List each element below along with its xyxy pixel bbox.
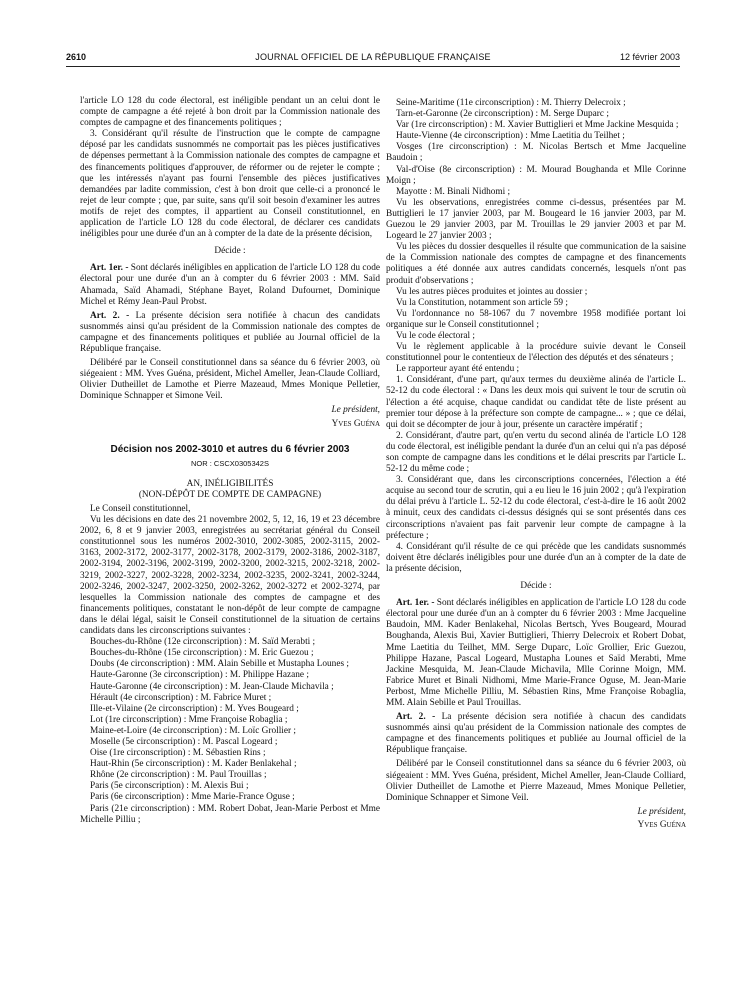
list-item: Paris (21e circonscription) : MM. Robert Dobat, Jean-Marie Perbost et Mme Michelle Pilliu ; [80,803,380,825]
circonscription-list [80,637,380,826]
paragraph: Vu les pièces du dossier desquelles il résulte que communication de la saisine de la Commission nationale des comptes de campagne et des financements politiques a été donnée aux autres candidats concernés, lesquels n'ont pas produit d'observations ; [386,242,686,286]
paragraph: Le rapporteur ayant été entendu ; [396,364,520,375]
article-1 [80,263,380,307]
decide-heading: Décide : [520,581,552,592]
decide-heading: Décide : [214,246,246,257]
list-item: Doubs (4e circonscription) : MM. Alain Sebille et Mustapha Lounes ; [90,659,349,670]
decision-title: Décision nos 2002-3010 et autres du 6 février 2003 [110,443,350,455]
list-item: Var (1re circonscription) : M. Xavier Buttiglieri et Mme Jackine Mesquida ; [396,120,679,131]
paragraph: Vu la Constitution, notamment son article 59 ; [396,297,568,308]
list-item: Maine-et-Loire (4e circonscription) : M. Loïc Grollier ; [90,725,297,736]
signature: Yves Guéna [637,819,686,830]
deliberation: Délibéré par le Conseil constitutionnel dans sa séance du 6 février 2003, où siégeaient : MM. Yves Guéna, président, Michel Ameller, Jean-Claude Colliard, Olivier Dutheillet de Lamothe et Pierre Mazeaud, Mmes Monique Pelletier, Dominique Schnapper et Simone Veil. [386,759,686,803]
signature: Yves Guéna [331,418,380,429]
list-item: Rhône (2e circonscription) : M. Paul Trouillas ; [90,770,267,781]
list-item: Paris (5e circonscription) : M. Alexis Bui ; [90,781,249,792]
issue-date: 12 février 2003 [619,52,680,62]
paragraph: Le Conseil constitutionnel, [90,504,191,514]
list-item: Ille-et-Vilaine (2e circonscription) : M. Yves Bougeard ; [90,703,299,714]
list-item: Haute-Garonne (3e circonscription) : M. Philippe Hazane ; [90,670,309,681]
article-text: La présente décision sera notifiée à chacun des candidats susnommés ainsi qu'au président de la Commission nationale des comptes de campagne et des financements politiques et publiée au Journal officiel de la République française. [80,310,380,354]
paragraph: 1. Considérant, d'une part, qu'aux termes du deuxième alinéa de l'article L. 52-12 du code électoral : « Dans les deux mois qui suivent le tour de scrutin où l'élection a été acquise, chaque candidat ou candidat tête de liste présent au premier tour dépose à la préfecture son compte de campagne... » ; que ce délai, qui doit se décompter de jour à jour, présente un caractère impératif ; [386,375,686,430]
section-subtitle: (NON-DÉPÔT DE COMPTE DE CAMPAGNE) [138,489,322,500]
paragraph: Vu le code électoral ; [396,330,475,341]
list-item: Val-d'Oise (8e circonscription) : M. Mourad Boughanda et Mlle Corinne Moign ; [386,164,686,186]
list-item: Bouches-du-Rhône (12e circonscription) : M. Saïd Merabti ; [90,637,316,648]
circonscription-list [386,98,686,198]
president-label: Le président, [637,806,686,817]
article-2 [80,311,380,355]
list-item: Mayotte : M. Binali Nidhomi ; [396,186,511,197]
list-item: Haute-Garonne (4e circonscription) : M. Jean-Claude Michavila ; [90,681,334,692]
article-text: Sont déclarés inéligibles en application de l'article LO 128 du code électoral pour une durée d'un an à compter du 6 février 2003 : Mme Jacqueline Baudoin, MM. Kader Benlakehal, Nicolas Bertsch, Yves Bougeard, Mourad Boughanda, Alexis Bui, Xavier Buttiglieri, Thierry Delecroix et Robert Dobat, Mme Laetitia du Teilhet, MM. Serge Duparc, Loïc Grollier, Eric Guezou, Philippe Hazane, Pascal Logeard, Mustapha Lounes et Saïd Merabti, Mme Jackine Mesquida, M. Jean-Claude Michavila, Mlle Corinne Moign, MM. Fabrice Muret et Binali Nidhomi, Mme Marie-France Oguse, M. Jean-Marie Perbost, Mme Michelle Pilliu, M. Sébastien Rins, Mme Françoise Robaglia, MM. Alain Sebille et Paul Trouillas. [386,598,686,708]
paragraph: 3. Considérant qu'il résulte de l'instruction que le compte de campagne déposé par les candidats susnommés ne comportait pas les pièces justificatives de dépenses permettant à la Commission nationale des comptes de campagne et des financements politiques d'approuver, de réformer ou de rejeter le compte ; que les intéressés n'ayant pas fourni l'ensemble des pièces justificatives demandées par ladite commission, c'est à bon droit que celle-ci a prononcé le rejet de leur compte ; que, par suite, sans qu'il soit besoin d'examiner les autres motifs de rejet des comptes, il appartient au Conseil constitutionnel, en application de l'article LO 128 du code électoral, de déclarer ces candidats inéligibles pour une durée d'un an à compter de la date de la présente décision, [80,129,380,240]
article-text: Sont déclarés inéligibles en application de l'article LO 128 du code électoral pour une durée d'un an à compter du 6 février 2003 : MM. Saïd Ahamada, Saïd Ahamadi, Stéphane Bayet, Roland Dufournet, Dominique Michel et Rémy Jean-Paul Probst. [80,263,380,307]
section-title: AN, INÉLIGIBILITÉS [186,478,274,489]
article-label: Art. 1er. - [90,263,129,274]
article-text: La présente décision sera notifiée à chacun des candidats susnommés ainsi qu'au président de la Commission nationale des comptes de campagne et des financements politiques et publiée au Journal officiel de la République française. [386,712,686,756]
article-1 [386,598,686,709]
article-2 [386,712,686,756]
list-item: Seine-Maritime (11e circonscription) : M. Thierry Delecroix ; [396,98,626,108]
nor-reference: NOR : CSCX0305342S [191,458,269,468]
list-item: Lot (1re circonscription) : Mme Françoise Robaglia ; [90,714,288,725]
journal-title: JOURNAL OFFICIEL DE LA RÉPUBLIQUE FRANÇAISE [255,52,491,62]
paragraph: Vu le règlement applicable à la procédure suivie devant le Conseil constitutionnel pour le contentieux de l'élection des députés et des sénateurs ; [386,342,686,364]
paragraph: 2. Considérant, d'autre part, qu'en vertu du second alinéa de l'article LO 128 du code électoral, est inéligible pendant la durée d'un an celui qui n'a pas déposé son compte de campagne dans les conditions et le délai prescrits par l'article L. 52-12 du même code ; [386,430,686,475]
paragraph: Vu l'ordonnance no 58-1067 du 7 novembre 1958 modifiée portant loi organique sur le Conseil constitutionnel ; [386,308,686,330]
deliberation: Délibéré par le Conseil constitutionnel dans sa séance du 6 février 2003, où siégeaient : MM. Yves Guéna, président, Michel Ameller, Jean-Claude Colliard, Olivier Dutheillet de Lamothe et Pierre Mazeaud, Mmes Monique Pelletier, Dominique Schnapper et Simone Veil. [80,358,380,402]
list-item: Hérault (4e circonscription) : M. Fabrice Muret ; [90,692,272,703]
paragraph: l'article LO 128 du code électoral, est inéligible pendant un an celui dont le compte de campagne a été rejeté à bon droit par la Commission nationale des comptes de campagne et des financements politiques ; [80,96,380,129]
list-item: Oise (1re circonscription) : M. Sébastien Rins ; [90,748,266,759]
list-item: Haut-Rhin (5e circonscription) : M. Kader Benlakehal ; [90,759,297,770]
list-item: Tarn-et-Garonne (2e circonscription) : M. Serge Duparc ; [396,109,609,120]
list-item: Moselle (5e circonscription) : M. Pascal Logeard ; [90,736,278,747]
right-column [386,98,686,831]
paragraph: Vu les autres pièces produites et jointes au dossier ; [396,286,588,297]
paragraph: Vu les observations, enregistrées comme ci-dessus, présentées par M. Buttiglieri le 17 janvier 2003, par M. Bougeard le 16 janvier 2003, par M. Guezou le 29 janvier 2003, par M. Trouillas le 29 janvier 2003 et par M. Logeard le 27 janvier 2003 ; [386,197,686,242]
paragraph: Vu les décisions en date des 21 novembre 2002, 5, 12, 16, 19 et 23 décembre 2002, 6, 8 et 9 janvier 2003, enregistrées au secrétariat général du Conseil constitutionnel sous les numéros 2002-3010, 2002-3085, 2002-3115, 2002-3163, 2002-3172, 2002-3177, 2002-3178, 2002-3179, 2002-3186, 2002-3187, 2002-3194, 2002-3196, 2002-3199, 2002-3200, 2002-3215, 2002-3218, 2002-3219, 2002-3227, 2002-3228, 2002-3234, 2002-3235, 2002-3241, 2002-3244, 2002-3246, 2002-3247, 2002-3250, 2002-3262, 2002-3272 et 2002-3274, par lesquelles la Commission nationale des comptes de campagne et des financements politiques, constatant le non-dépôt de leur compte de campagne dans le délai légal, saisit le Conseil constitutionnel de la situation de certains candidats dans les circonscriptions suivantes : [80,515,380,637]
article-label: Art. 2. - [90,310,130,321]
list-item: Haute-Vienne (4e circonscription) : Mme Laetitia du Teilhet ; [396,131,625,142]
page-number: 2610 [66,52,87,62]
paragraph: 3. Considérant que, dans les circonscriptions concernées, l'élection a été acquise au second tour de scrutin, qui a eu lieu le 16 juin 2002 ; qu'à l'expiration du délai prévu à l'article L. 52-12 du code électoral, c'est-à-dire le 16 août 2002 à minuit, ceux des candidats ci-dessus désignés qui se sont présentés dans ces circonscriptions n'avaient pas fait parvenir leur compte de campagne à la préfecture ; [386,475,686,541]
president-label: Le président, [331,405,380,416]
list-item: Vosges (1re circonscription) : M. Nicolas Bertsch et Mme Jacqueline Baudoin ; [386,142,686,164]
list-item: Paris (6e circonscription) : Mme Marie-France Oguse ; [90,792,295,803]
list-item: Bouches-du-Rhône (15e circonscription) : M. Eric Guezou ; [90,648,314,659]
article-label: Art. 1er. - [396,598,435,609]
paragraph: 4. Considérant qu'il résulte de ce qui précède que les candidats susnommés doivent être déclarés inéligibles pour une durée d'un an à compter de la date de la présente décision, [386,541,686,574]
article-label: Art. 2. - [396,712,436,723]
left-column [80,96,380,826]
page-header [66,50,680,67]
